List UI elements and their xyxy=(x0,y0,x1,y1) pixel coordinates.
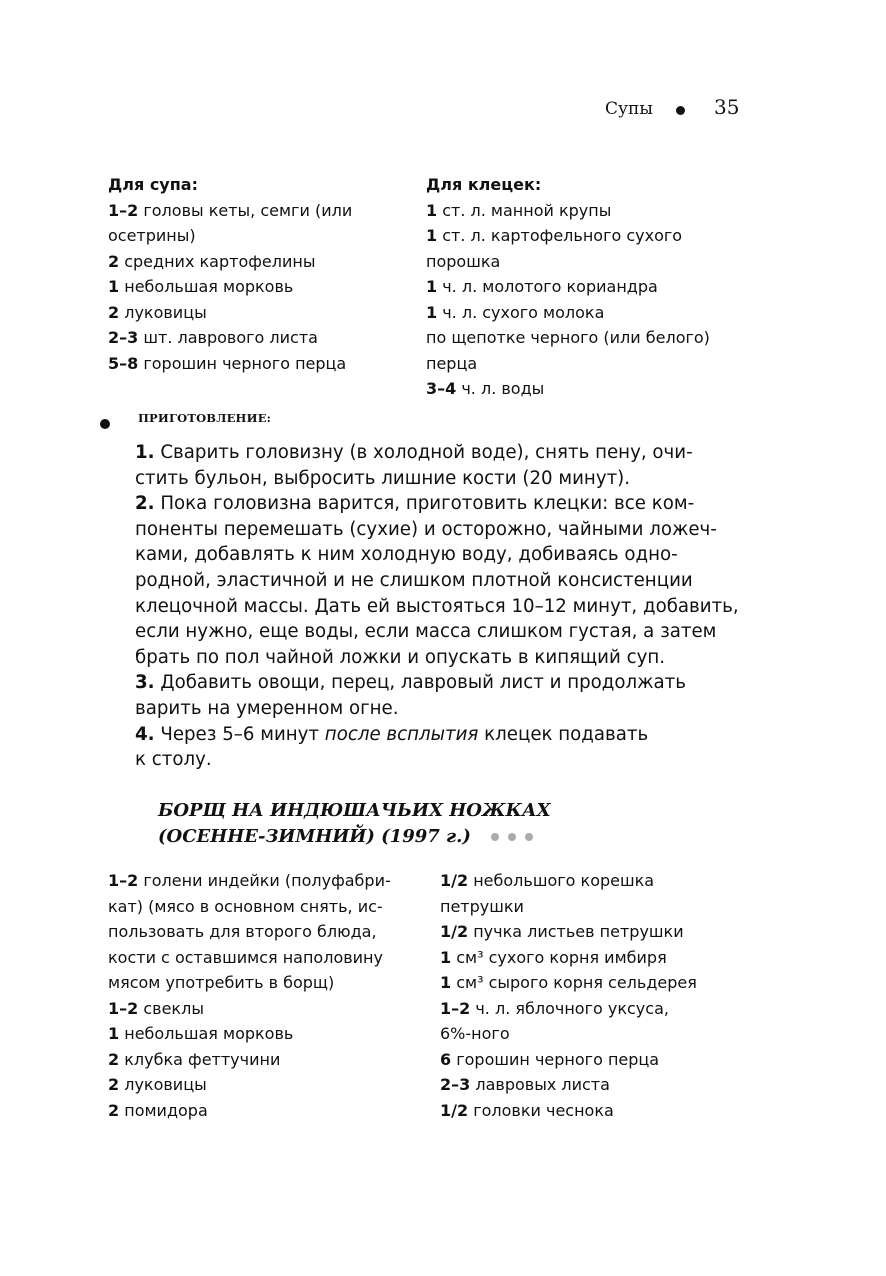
ingredient-line: 1 небольшая морковь xyxy=(108,1024,294,1043)
ingredient-line: 2–3 шт. лаврового листа xyxy=(108,328,318,347)
step-line: 4. Через 5–6 минут после всплытия клецек подавать xyxy=(135,723,649,745)
ingredient-line: 6 горошин черного перца xyxy=(440,1049,660,1069)
ingredient-line: 2 средних картофелины xyxy=(108,251,316,271)
step-line: родной, эластичной и не слишком плотной консистенции xyxy=(135,569,693,591)
ingredient-line: перца xyxy=(426,353,478,373)
ingredient-line: 1 см³ сухого корня имбиря xyxy=(440,947,667,967)
ingredient-line: 2–3 лавровых листа xyxy=(440,1075,610,1094)
ingredient-line: 1–2 ч. л. яблочного уксуса, xyxy=(440,998,669,1018)
step-line: к столу. xyxy=(135,749,212,771)
ingredient-line: 3–4 ч. л. воды xyxy=(426,379,545,398)
dumpling-ingredients xyxy=(426,172,710,402)
ingredient-line: 1/2 небольшого корешка xyxy=(440,871,655,890)
step-line: брать по пол чайной ложки и опускать в кипящий суп. xyxy=(135,646,666,668)
ingredient-line: 1 ст. л. картофельного сухого xyxy=(426,226,683,245)
ingredient-line: 1/2 головки чеснока xyxy=(440,1100,614,1120)
step-line: ками, добавлять к ним холодную воду, добиваясь одно- xyxy=(135,544,678,566)
ingredient-line: 1 ст. л. манной крупы xyxy=(426,200,612,220)
ingredient-line: 1 ч. л. молотого кориандра xyxy=(426,277,658,296)
step-line: 2. Пока головизна варится, приготовить клецки: все ком- xyxy=(135,493,695,515)
step-line: если нужно, еще воды, если масса слишком густая, а затем xyxy=(135,621,717,643)
bullet-icon xyxy=(676,106,685,115)
ingredient-line: петрушки xyxy=(440,896,524,916)
running-header xyxy=(600,95,740,123)
page-number: 35 xyxy=(714,95,740,119)
ingredient-line: кат) (мясо в основном снять, ис- xyxy=(108,896,383,916)
step-line: стить бульон, выбросить лишние кости (20 минут). xyxy=(135,467,631,489)
ingredient-line: по щепотке черного (или белого) xyxy=(426,328,710,347)
step-line: 3. Добавить овощи, перец, лавровый лист и продолжать xyxy=(135,672,686,694)
ingredient-line: 5–8 горошин черного перца xyxy=(108,353,347,373)
ingredient-line: мясом употребить в борщ) xyxy=(108,973,335,992)
step-line: поненты перемешать (сухие) и осторожно, чайными ложеч- xyxy=(135,518,717,540)
ingredient-line: 2 клубка феттучини xyxy=(108,1049,281,1069)
borscht-ingredients-right xyxy=(440,868,697,1123)
step-line: варить на умеренном огне. xyxy=(135,697,399,719)
ingredient-line: 1 ч. л. сухого молока xyxy=(426,302,605,322)
recipe-title: БОРЩ НА ИНДЮШАЧЬИХ НОЖКАХ (ОСЕННЕ-ЗИМНИЙ) (1997 г.) xyxy=(158,798,551,850)
ingredient-line: 1–2 головы кеты, семги (или xyxy=(108,200,353,220)
ingredient-line: 1–2 голени индейки (полуфабри- xyxy=(108,871,391,890)
ingredient-line: 1 небольшая морковь xyxy=(108,277,294,296)
ingredient-line: порошка xyxy=(426,251,501,271)
ingredient-line: пользовать для второго блюда, xyxy=(108,922,377,941)
soup-ingredients xyxy=(108,172,352,376)
section-title: Супы xyxy=(605,99,653,119)
ingredient-line: осетрины) xyxy=(108,226,196,245)
ingredient-line: кости с оставшимся наполовину xyxy=(108,947,383,967)
ingredient-line: 1–2 свеклы xyxy=(108,998,204,1018)
ingredient-line: 6%-ного xyxy=(440,1024,510,1043)
step-line: клецочной массы. Дать ей выстояться 10–12 минут, добавить, xyxy=(135,595,739,617)
soup-heading: Для супа: xyxy=(108,175,198,194)
step-line: 1. Сварить головизну (в холодной воде), снять пену, очи- xyxy=(135,442,693,463)
ingredient-line: 2 луковицы xyxy=(108,302,207,322)
borscht-ingredients-left xyxy=(108,868,391,1123)
ingredient-line: 2 помидора xyxy=(108,1100,208,1120)
preparation-title: ПРИГОТОВЛЕНИЕ: xyxy=(138,411,272,425)
decorative-dots-icon xyxy=(491,824,542,850)
ingredient-line: 1/2 пучка листьев петрушки xyxy=(440,922,684,941)
ingredient-line: 1 см³ сырого корня сельдерея xyxy=(440,973,697,992)
preparation-steps xyxy=(135,440,739,773)
ingredient-line: 2 луковицы xyxy=(108,1075,207,1094)
dumpling-heading: Для клецек: xyxy=(426,175,542,194)
